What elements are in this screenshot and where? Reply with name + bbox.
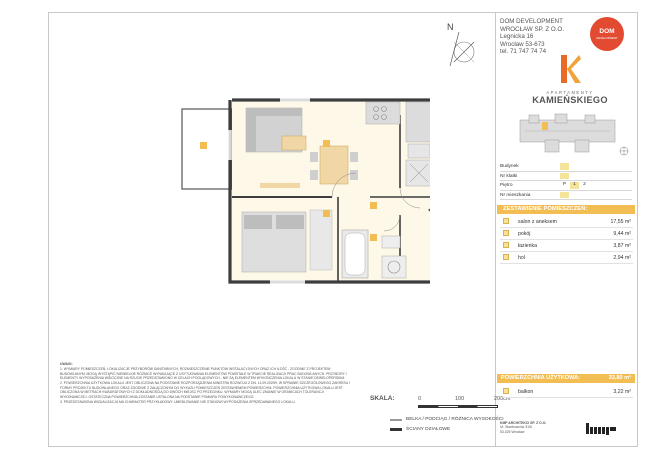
rooms-header: ZESTAWIENIE POMIESZCZEŃ:	[497, 205, 635, 214]
architect-line: Ul. Skarbowców 31/6	[500, 425, 532, 430]
room-marker-4	[370, 202, 377, 209]
info-row-staircase	[500, 172, 632, 182]
floor-value: 2	[583, 182, 586, 188]
architect-info	[500, 421, 546, 434]
compass-icon	[618, 145, 630, 157]
company-line: tel. 71 747 74 74	[500, 48, 547, 56]
balcony-list	[500, 386, 633, 398]
room-swatch	[503, 218, 509, 224]
dining-table-icon	[320, 146, 348, 184]
info-label: Nr mieszkania	[500, 192, 531, 198]
kmp-logo-icon	[585, 421, 619, 435]
legend-wall-label: ŚCIANY DZIAŁOWE	[406, 427, 451, 432]
toilet-icon	[382, 236, 400, 248]
room-marker-2	[323, 210, 330, 217]
room-row	[500, 228, 633, 240]
room-row	[500, 252, 633, 264]
room-marker-1	[323, 140, 330, 147]
room-swatch	[503, 242, 509, 248]
total-label: POWIERZCHNIA UŻYTKOWA:	[501, 375, 581, 381]
balcony-area: 3,22 m²	[613, 388, 631, 395]
company-line: WROCŁAW SP. Z O.O.	[500, 25, 564, 33]
scale-tick-0: 0	[418, 396, 422, 402]
room-name: pokój	[518, 230, 531, 237]
brand-line2: KAMIEŃSKIEGO	[532, 95, 608, 105]
note-1: 1. WYMIARY POMIESZCZEŃ, LOKALIZACJE PRZYBORÓW SANITARNYCH, ROZMIESZCZENIE PUNKTÓW INSTALACYJNYCH ORAZ ICH ILOŚĆ - ZGODNIE Z PROJEKTEM BUDOWLANYM. MOGĄ WYSTĄPIĆ NIEWIELKIE RÓŻNICE WYNIKAJĄCE Z USYTUOWANIA ELEMENTÓW POWSTAŁE W TRAKCIE REALIZACJI PRAC BUDOWLANYCH. PRZYBORY I ELEMENTY WYPOSAŻENIA WIDOCZNE NA RZUCIE PRZEDSTAWIONO W CELACH POGLĄDOWYCH - NIE SĄ ELEMENTEM WYKOŃCZENIA LOKALU W STANIE DEWELOPERSKIM.	[60, 366, 347, 381]
scale-tick-200: 200cm	[494, 396, 511, 402]
k-logo-icon	[559, 55, 581, 83]
room-name: hol	[518, 254, 525, 261]
notes-block	[60, 362, 350, 405]
room-marker-5	[200, 142, 207, 149]
company-line: Wrocław 53-673	[500, 40, 545, 48]
north-label: N	[447, 22, 454, 32]
room-name: salon z aneksem	[518, 218, 557, 225]
note-2: 2. POWIERZCHNIA UŻYTKOWA LOKALU JEST OBLICZONA NA PODSTAWIE ROZPORZĄDZENIA MINISTRA ROZWOJU Z DN. 11.09.2020R. W SPRAWIE SZCZEGÓŁOWEGO ZAKRESU I FORMY PROJEKTU BUDOWLANEGO ORAZ ZGODNIE Z ZAŁĄCZONYM DO WYKAZU POMIESZCZEŃ ZESTAWIENIEM POWIERZCHNI. POWIERZCHNIA UŻYTKOWA LOKALU JEST OBLICZONA W METRACH KWADRATOWYCH Z DOKŁADNOŚCIĄ DO DWÓCH MIEJSC PO PRZECINKU. WYMIARY MOGĄ ULEC ZMIANIE W GRANICACH TOLERANCJI WYKONAWCZEJ. OSTATECZNA POWIERZCHNIA ZOSTANIE USTALONA NA PODSTAWIE POMIARU POWYKONAWCZEGO.	[60, 381, 350, 399]
room-swatch	[503, 230, 509, 236]
scale-tick-100: 100	[455, 396, 465, 402]
total-value: 33,80 m²	[608, 375, 631, 381]
room-area: 9,44 m²	[613, 230, 631, 237]
highlighted-unit	[542, 122, 548, 130]
balcony-name: balkon	[518, 388, 534, 395]
room-swatch	[503, 254, 509, 260]
brand-logo	[520, 55, 620, 105]
floor-plan	[70, 60, 430, 320]
coffee-table-icon	[282, 136, 306, 150]
wall-swatch	[390, 428, 402, 431]
info-value	[560, 163, 569, 170]
room-row	[500, 240, 633, 252]
room-area: 17,55 m²	[610, 218, 631, 225]
balcony-row	[500, 386, 633, 398]
room-row	[500, 216, 633, 228]
scale-label: SKALA:	[370, 395, 395, 402]
company-line: DOM DEVELOPMENT	[500, 18, 563, 25]
scale-bar	[418, 405, 498, 408]
room-name: łazienka	[518, 242, 538, 249]
legend-beam-label: BELKA / PODCIĄG / RÓŻNICA WYSOKOŚCI	[406, 417, 504, 422]
info-value	[560, 173, 569, 180]
info-row-floor	[500, 181, 632, 191]
room-marker-3	[370, 234, 377, 241]
sink-icon	[408, 144, 430, 158]
north-arrow-icon	[440, 18, 480, 78]
kitchen-counter	[366, 102, 400, 124]
info-value	[560, 192, 569, 199]
info-label: Piętro	[500, 183, 513, 189]
info-label: Nr klatki	[500, 173, 518, 179]
logo-sub: DEVELOPMENT	[596, 36, 618, 40]
room-area: 3,87 m²	[613, 242, 631, 249]
total-area-bar	[497, 374, 635, 383]
floor-value: 1	[570, 182, 579, 189]
rooms-list	[500, 216, 633, 264]
company-line: Legnicka 16	[500, 33, 534, 41]
architect-name: KMP ARCHITEKCI SP. Z O.O.	[500, 421, 547, 425]
legend-row	[390, 417, 504, 422]
info-row-building	[500, 162, 632, 172]
legend-row	[390, 427, 504, 432]
legend	[390, 417, 504, 437]
beam-swatch	[390, 419, 402, 421]
company-address	[500, 18, 564, 56]
fridge-icon	[406, 102, 430, 142]
washing-machine-icon	[382, 256, 406, 278]
info-row-apartment	[500, 191, 632, 201]
wardrobe-icon	[310, 210, 332, 270]
unit-info-table	[500, 162, 632, 200]
brand-line1: APARTAMENTY	[546, 90, 594, 95]
room-area: 2,94 m²	[613, 254, 631, 261]
note-3: 3. PRZEDSTAWIONA WIZUALIZACJA MA CHARAKTER PRZYKŁADOWY. UMEBLOWANIE NIE STANOWI WYPOSAŻENIA SPRZEDAWANEGO LOKALU.	[60, 399, 296, 404]
building-key-plan	[515, 110, 620, 160]
dom-development-logo	[590, 17, 624, 51]
logo-text: DOM	[599, 28, 615, 35]
architect-line: 53-025 Wrocław	[500, 429, 525, 434]
notes-title: UWAGI:	[60, 362, 73, 366]
floor-value: P	[562, 182, 567, 188]
info-label: Budynek	[500, 164, 519, 169]
room-swatch	[503, 388, 509, 394]
panel-divider	[495, 12, 496, 447]
